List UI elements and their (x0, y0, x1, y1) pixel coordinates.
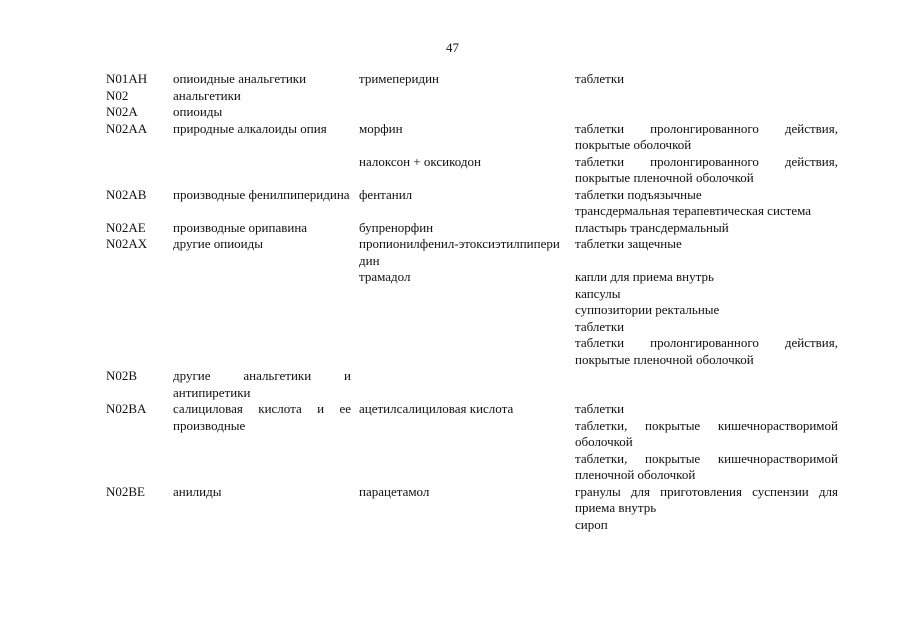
drug-name: тримеперидин (359, 71, 440, 86)
drug-name: фентанил (359, 186, 413, 202)
table-row (106, 71, 838, 88)
medication-table (106, 71, 838, 533)
drug-name: пропионилфенил-этоксиэтилпиперидин (359, 236, 560, 268)
table-row (106, 104, 838, 121)
dosage-forms (575, 71, 838, 88)
dosage-form: таблетки защечные (575, 236, 682, 251)
drug-name: морфин (359, 120, 403, 136)
drug-group: анилиды (173, 483, 222, 499)
dosage-form: таблетки подъязычные (575, 186, 702, 202)
drug-name: парацетамол (359, 483, 430, 499)
dosage-forms (575, 484, 838, 534)
drug-group: салициловая кислота и ее производные (173, 401, 351, 433)
table-row (106, 368, 838, 401)
table-row (106, 484, 838, 534)
dosage-form: таблетки (575, 401, 625, 416)
dosage-forms (575, 154, 838, 187)
drug-group: опиоидные анальгетики (173, 71, 307, 86)
dosage-form: таблетки пролонгированного действия, покрытые пленочной оболочкой (575, 335, 838, 367)
drug-group: другие анальгетики и антипиретики (173, 368, 351, 400)
table-row (106, 88, 838, 105)
atc-code: N02B (106, 368, 138, 383)
dosage-form: пластырь трансдермальный (575, 219, 729, 235)
drug-group: анальгетики (173, 87, 241, 103)
table-row (106, 121, 838, 154)
atc-code: N02AA (106, 120, 148, 136)
drug-name: трамадол (359, 269, 411, 284)
dosage-form: трансдермальная терапевтическая система (575, 203, 812, 218)
dosage-form: таблетки, покрытые кишечнорастворимой оболочкой (575, 417, 838, 449)
dosage-form: гранулы для приготовления суспензии для приема внутрь (575, 483, 838, 515)
dosage-forms (575, 368, 838, 385)
atc-code: N02AX (106, 236, 148, 251)
dosage-forms (575, 269, 838, 368)
atc-code: N02AB (106, 186, 147, 202)
dosage-forms (575, 88, 838, 105)
dosage-form: таблетки пролонгированного действия, покрытые оболочкой (575, 120, 838, 152)
drug-name: ацетилсалициловая кислота (359, 401, 514, 416)
atc-code: N01AH (106, 71, 148, 86)
drug-name: бупренорфин (359, 219, 434, 235)
dosage-form: таблетки (575, 71, 625, 86)
dosage-form: суппозитории ректальные (575, 302, 720, 317)
dosage-forms (575, 236, 838, 253)
page-number: 47 (446, 40, 459, 55)
drug-group: природные алкалоиды опия (173, 120, 327, 136)
dosage-form: сироп (575, 516, 608, 532)
dosage-forms (575, 104, 838, 121)
dosage-form: капсулы (575, 285, 621, 301)
atc-code: N02AE (106, 219, 146, 235)
table-row (106, 220, 838, 237)
drug-group: опиоиды (173, 104, 223, 119)
drug-group: производные фенилпиперидина (173, 186, 350, 202)
dosage-form: капли для приема внутрь (575, 269, 714, 284)
dosage-forms (575, 401, 838, 484)
table-row (106, 401, 838, 484)
dosage-form: таблетки, покрытые кишечнорастворимой пленочной оболочкой (575, 450, 838, 482)
table-row (106, 269, 838, 368)
atc-code: N02A (106, 104, 138, 119)
drug-group: другие опиоиды (173, 236, 263, 251)
atc-code: N02BA (106, 401, 147, 416)
drug-group: производные орипавина (173, 219, 308, 235)
atc-code: N02 (106, 87, 129, 103)
atc-code: N02BE (106, 483, 145, 499)
dosage-forms (575, 121, 838, 154)
dosage-form: таблетки пролонгированного действия, покрытые пленочной оболочкой (575, 153, 838, 185)
drug-name: налоксон + оксикодон (359, 153, 481, 169)
dosage-form: таблетки (575, 318, 625, 334)
dosage-forms (575, 220, 838, 237)
table-row (106, 154, 838, 187)
table-row (106, 187, 838, 220)
dosage-forms (575, 187, 838, 220)
table-row (106, 236, 838, 269)
